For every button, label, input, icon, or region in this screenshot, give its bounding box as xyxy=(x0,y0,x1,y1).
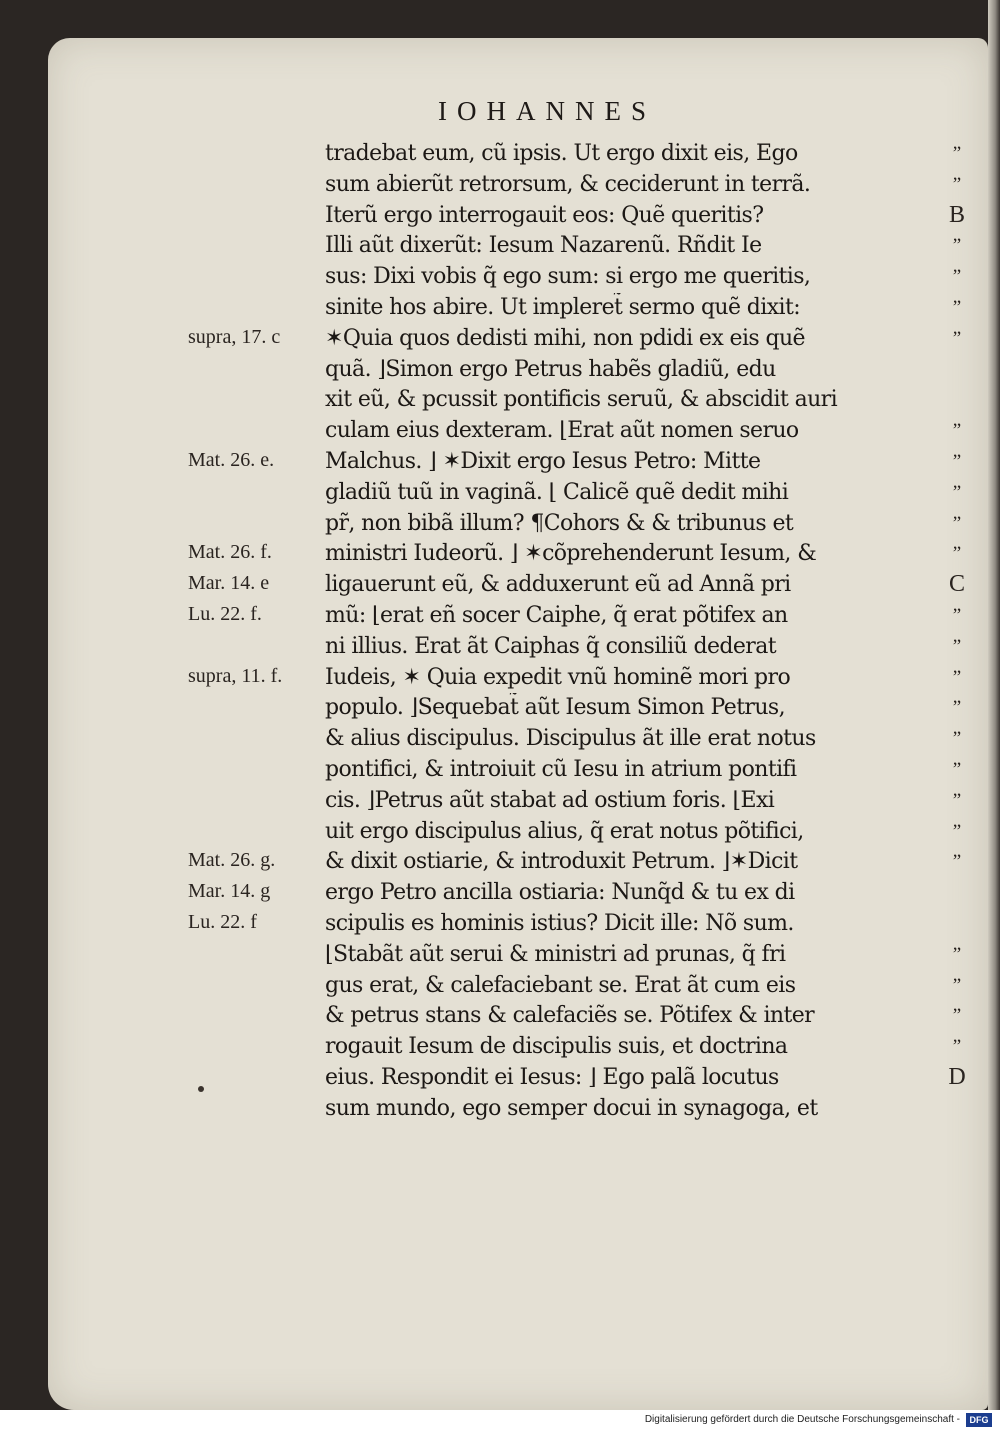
section-letter: C xyxy=(948,571,965,598)
margin-reference: supra, 17. c xyxy=(188,325,281,348)
section-letter: D xyxy=(948,1064,966,1090)
text-line: ergo Petro ancilla ostiaria: Nunq̃d & tu ex di xyxy=(325,880,795,906)
text-line: Malchus. ⌋ ✶Dixit ergo Iesus Petro: Mitte xyxy=(325,448,761,474)
quotation-mark: ” xyxy=(952,451,962,472)
text-line: & dixit ostiarie, & introduxit Petrum. ⌋✶Dicit xyxy=(325,849,798,875)
text-line: quã. ⌋Simon ergo Petrus habẽs gladiũ, edu xyxy=(325,356,776,382)
text-line: ni illius. Erat ãt Caiphas q̃ consiliũ dederat xyxy=(325,633,776,659)
text-line: xit eũ, & pcussit pontificis seruũ, & abscidit auri xyxy=(325,387,838,413)
quotation-mark: ” xyxy=(952,297,962,318)
quotation-mark: ” xyxy=(952,943,962,965)
running-head: IOHANNES xyxy=(438,96,656,126)
text-line: gus erat, & calefaciebant se. Erat ãt cum eis xyxy=(325,972,796,998)
text-line: populo. ⌋Sequebat̃ aũt Iesum Simon Petrus, xyxy=(325,695,786,721)
quotation-mark: ” xyxy=(952,266,962,288)
ink-blot xyxy=(198,1086,204,1092)
quotation-mark: ” xyxy=(952,235,962,257)
margin-reference: Mar. 14. e xyxy=(188,572,270,595)
quotation-mark: ” xyxy=(952,420,962,442)
text-line: pr̃, non bibã illum? ¶Cohors & & tribunus et xyxy=(325,510,794,536)
text-block xyxy=(325,139,940,1125)
text-line: & alius discipulus. Discipulus ãt ille erat notus xyxy=(325,726,816,752)
margin-reference: Mat. 26. g. xyxy=(188,849,276,872)
quotation-mark: ” xyxy=(952,543,962,565)
footer-credit: Digitalisierung gefördert durch die Deutsche Forschungsgemeinschaft - xyxy=(644,1414,960,1425)
text-line: rogauit Iesum de discipulis suis, et doctrina xyxy=(325,1034,788,1060)
quotation-mark: ” xyxy=(952,759,962,780)
quotation-mark: ” xyxy=(952,728,962,750)
quotation-mark: ” xyxy=(952,143,962,164)
footer-bar xyxy=(0,1410,1000,1432)
margin-reference: Mat. 26. e. xyxy=(188,449,275,471)
text-line: Iterũ ergo interrogauit eos: Quẽ queritis? xyxy=(325,202,764,228)
quotation-mark: ” xyxy=(952,666,962,688)
quotation-mark: ” xyxy=(952,512,962,534)
text-line: uit ergo discipulus alius, q̃ erat notus põtifici, xyxy=(325,818,804,844)
quotation-mark: ” xyxy=(952,974,962,996)
text-line: gladiũ tuũ in vaginã. ⌊ Calicẽ quẽ dedit mihi xyxy=(325,479,789,505)
margin-reference: Lu. 22. f xyxy=(188,911,257,933)
text-line: ✶Quia quos dedisti mihi, non pdidi ex eis quẽ xyxy=(325,325,805,351)
text-line: mũ: ⌊erat eñ socer Caiphe, q̃ erat põtifex an xyxy=(325,602,788,628)
text-line: Illi aũt dixerũt: Iesum Nazarenũ. Rñdit Ie xyxy=(325,233,762,259)
text-line: ⌊Stabãt aũt serui & ministri ad prunas, q̃ fri xyxy=(325,941,786,967)
quotation-mark: ” xyxy=(952,789,962,811)
text-line: & petrus stans & calefaciẽs se. Põtifex & inter xyxy=(325,1003,815,1029)
quotation-mark: ” xyxy=(952,1036,962,1058)
text-line: sum mundo, ego semper docui in synagoga, et xyxy=(325,1095,818,1121)
text-line: cis. ⌋Petrus aũt stabat ad ostium foris. ⌊Exi xyxy=(325,787,775,813)
text-line: sinite hos abire. Ut impleret̃ sermo quẽ dixit: xyxy=(325,294,801,320)
text-line: culam eius dexteram. ⌊Erat aũt nomen seruo xyxy=(325,418,799,444)
quotation-mark: ” xyxy=(952,1005,962,1027)
text-line: scipulis es hominis istius? Dicit ille: Nõ sum. xyxy=(325,910,794,936)
quotation-mark: ” xyxy=(952,481,962,503)
text-line: pontifici, & introiuit cũ Iesu in atrium pontifi xyxy=(325,756,797,782)
text-line: ministri Iudeorũ. ⌋ ✶cõprehenderunt Iesum, & xyxy=(325,541,817,567)
quotation-mark: ” xyxy=(952,697,962,719)
quotation-mark: ” xyxy=(952,635,962,657)
text-line: ligauerunt eũ, & adduxerunt eũ ad Annã pri xyxy=(325,572,791,598)
quotation-mark: ” xyxy=(952,820,962,842)
text-line: eius. Respondit ei Iesus: ⌋ Ego palã locutus xyxy=(325,1064,779,1090)
quotation-mark: ” xyxy=(952,851,962,873)
margin-reference: Mat. 26. f. xyxy=(188,541,272,564)
text-line: sum abierũt retrorsum, & ceciderunt in terrã. xyxy=(325,171,811,197)
quotation-mark: ” xyxy=(952,173,962,195)
book-spine xyxy=(988,0,1000,1418)
margin-reference: Lu. 22. f. xyxy=(188,603,262,625)
section-letter: B xyxy=(948,201,965,228)
quotation-mark: ” xyxy=(952,605,962,626)
text-line: sus: Dixi vobis q̃ ego sum: si ergo me queritis, xyxy=(325,264,811,290)
text-line: Iudeis, ✶ Quia expedit vnũ hominẽ mori pro xyxy=(325,664,791,690)
margin-reference: supra, 11. f. xyxy=(188,664,283,687)
dfg-logo: DFG xyxy=(966,1413,992,1427)
quotation-mark: ” xyxy=(952,327,962,349)
text-line: tradebat eum, cũ ipsis. Ut ergo dixit eis, Ego xyxy=(325,141,798,166)
margin-reference: Mar. 14. g xyxy=(188,880,271,903)
